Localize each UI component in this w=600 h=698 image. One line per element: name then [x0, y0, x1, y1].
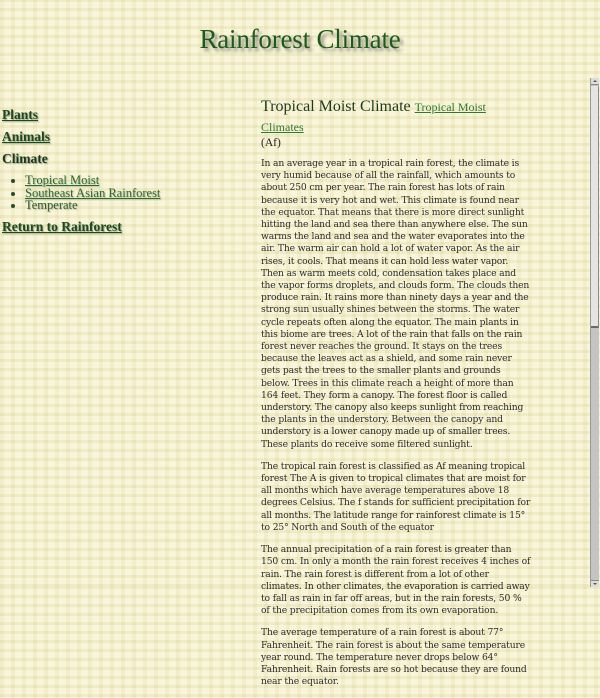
climate-sub-list: [2, 174, 242, 212]
nav-link-tropical-moist[interactable]: Tropical Moist: [25, 173, 100, 187]
nav-link-animals[interactable]: Animals: [2, 129, 51, 144]
scrollbar-thumb[interactable]: [591, 86, 599, 328]
nav-item-temperate: Temperate: [25, 198, 78, 212]
content-title: [261, 97, 531, 137]
site-title: Rainforest Climate: [199, 24, 401, 54]
nav-link-return-to-rainforest[interactable]: Return to Rainforest: [2, 218, 122, 234]
header: [0, 0, 600, 78]
tropical-moist-climates-link[interactable]: Tropical Moist Climates: [261, 100, 486, 134]
climate-code: (Af): [261, 137, 281, 149]
nav-link-southeast-asian-rainforest[interactable]: Southeast Asian Rainforest: [25, 185, 161, 200]
vertical-scrollbar[interactable]: [590, 78, 599, 587]
paragraph-classification: The tropical rain forest is classified as Af meaning tropical forest The A is given to tropical climates that are moist for all months which have average temperatures above 18 degrees Celsius. The f stands for sufficient precipitation for all months. The latitude range for rainforest climate is 15° to 25° North and South of the equator: [261, 460, 531, 533]
main-content: [261, 97, 531, 698]
sidebar-nav: [2, 108, 242, 242]
climate-list-item: [25, 199, 242, 212]
scroll-down-arrow-icon[interactable]: [591, 580, 599, 587]
paragraph-precipitation: The annual precipitation of a rain forest is greater than 150 cm. In only a month the rain forest receives 4 inches of rain. The rain forest is different from a lot of other climates. In other climates, the evaporation is carried away to fall as rain in far off areas, but in the rain forests, 50 % of the precipitation comes from its own evaporation.: [261, 544, 531, 617]
nav-heading-climate: Climate: [2, 151, 48, 166]
nav-link-plants[interactable]: Plants: [2, 107, 39, 122]
paragraph-temperature: The average temperature of a rain forest is about 77° Fahrenheit. The rain forest is about the same temperature year round. The temperature never drops below 64° Fahrenheit. Rain forests are so hot because they are found near the equator.: [261, 627, 527, 688]
content-title-text: Tropical Moist Climate: [261, 98, 411, 115]
scroll-up-arrow-icon[interactable]: [591, 78, 599, 85]
paragraph-overview: In an average year in a tropical rain forest, the climate is very humid because of all the rainfall, which amounts to about 250 cm per year. The rain forest has lots of rain because it is very hot and wet. This climate is found near the equator. That means that there is more direct sunlight hitting the land and sea there than anywhere else. The sun warms the land and sea and the water evaporates into the air. The warm air can hold a lot of water vapor. As the air rises, it cools. That means it can hold less water vapor. Then as warm meets cold, condensation takes place and the vapor forms droplets, and clouds form. The clouds then produce rain. It rains more than ninety days a year and the strong sun usually shines between the storms. The water cycle repeats often along the equator. The main plants in this biome are trees. A lot of the rain that falls on the rain forest never reaches the ground. It stays on the trees because the leaves act as a shield, and some rain never gets past the trees to the smaller plants and grounds below. Trees in this climate reach a height of more than 164 feet. They form a canopy. The forest floor is called understory. The canopy also keeps sunlight from reaching the plants in the understory. Between the canopy and understory is a lower canopy made up of smaller trees. These plants do receive some filtered sunlight.: [261, 158, 530, 450]
